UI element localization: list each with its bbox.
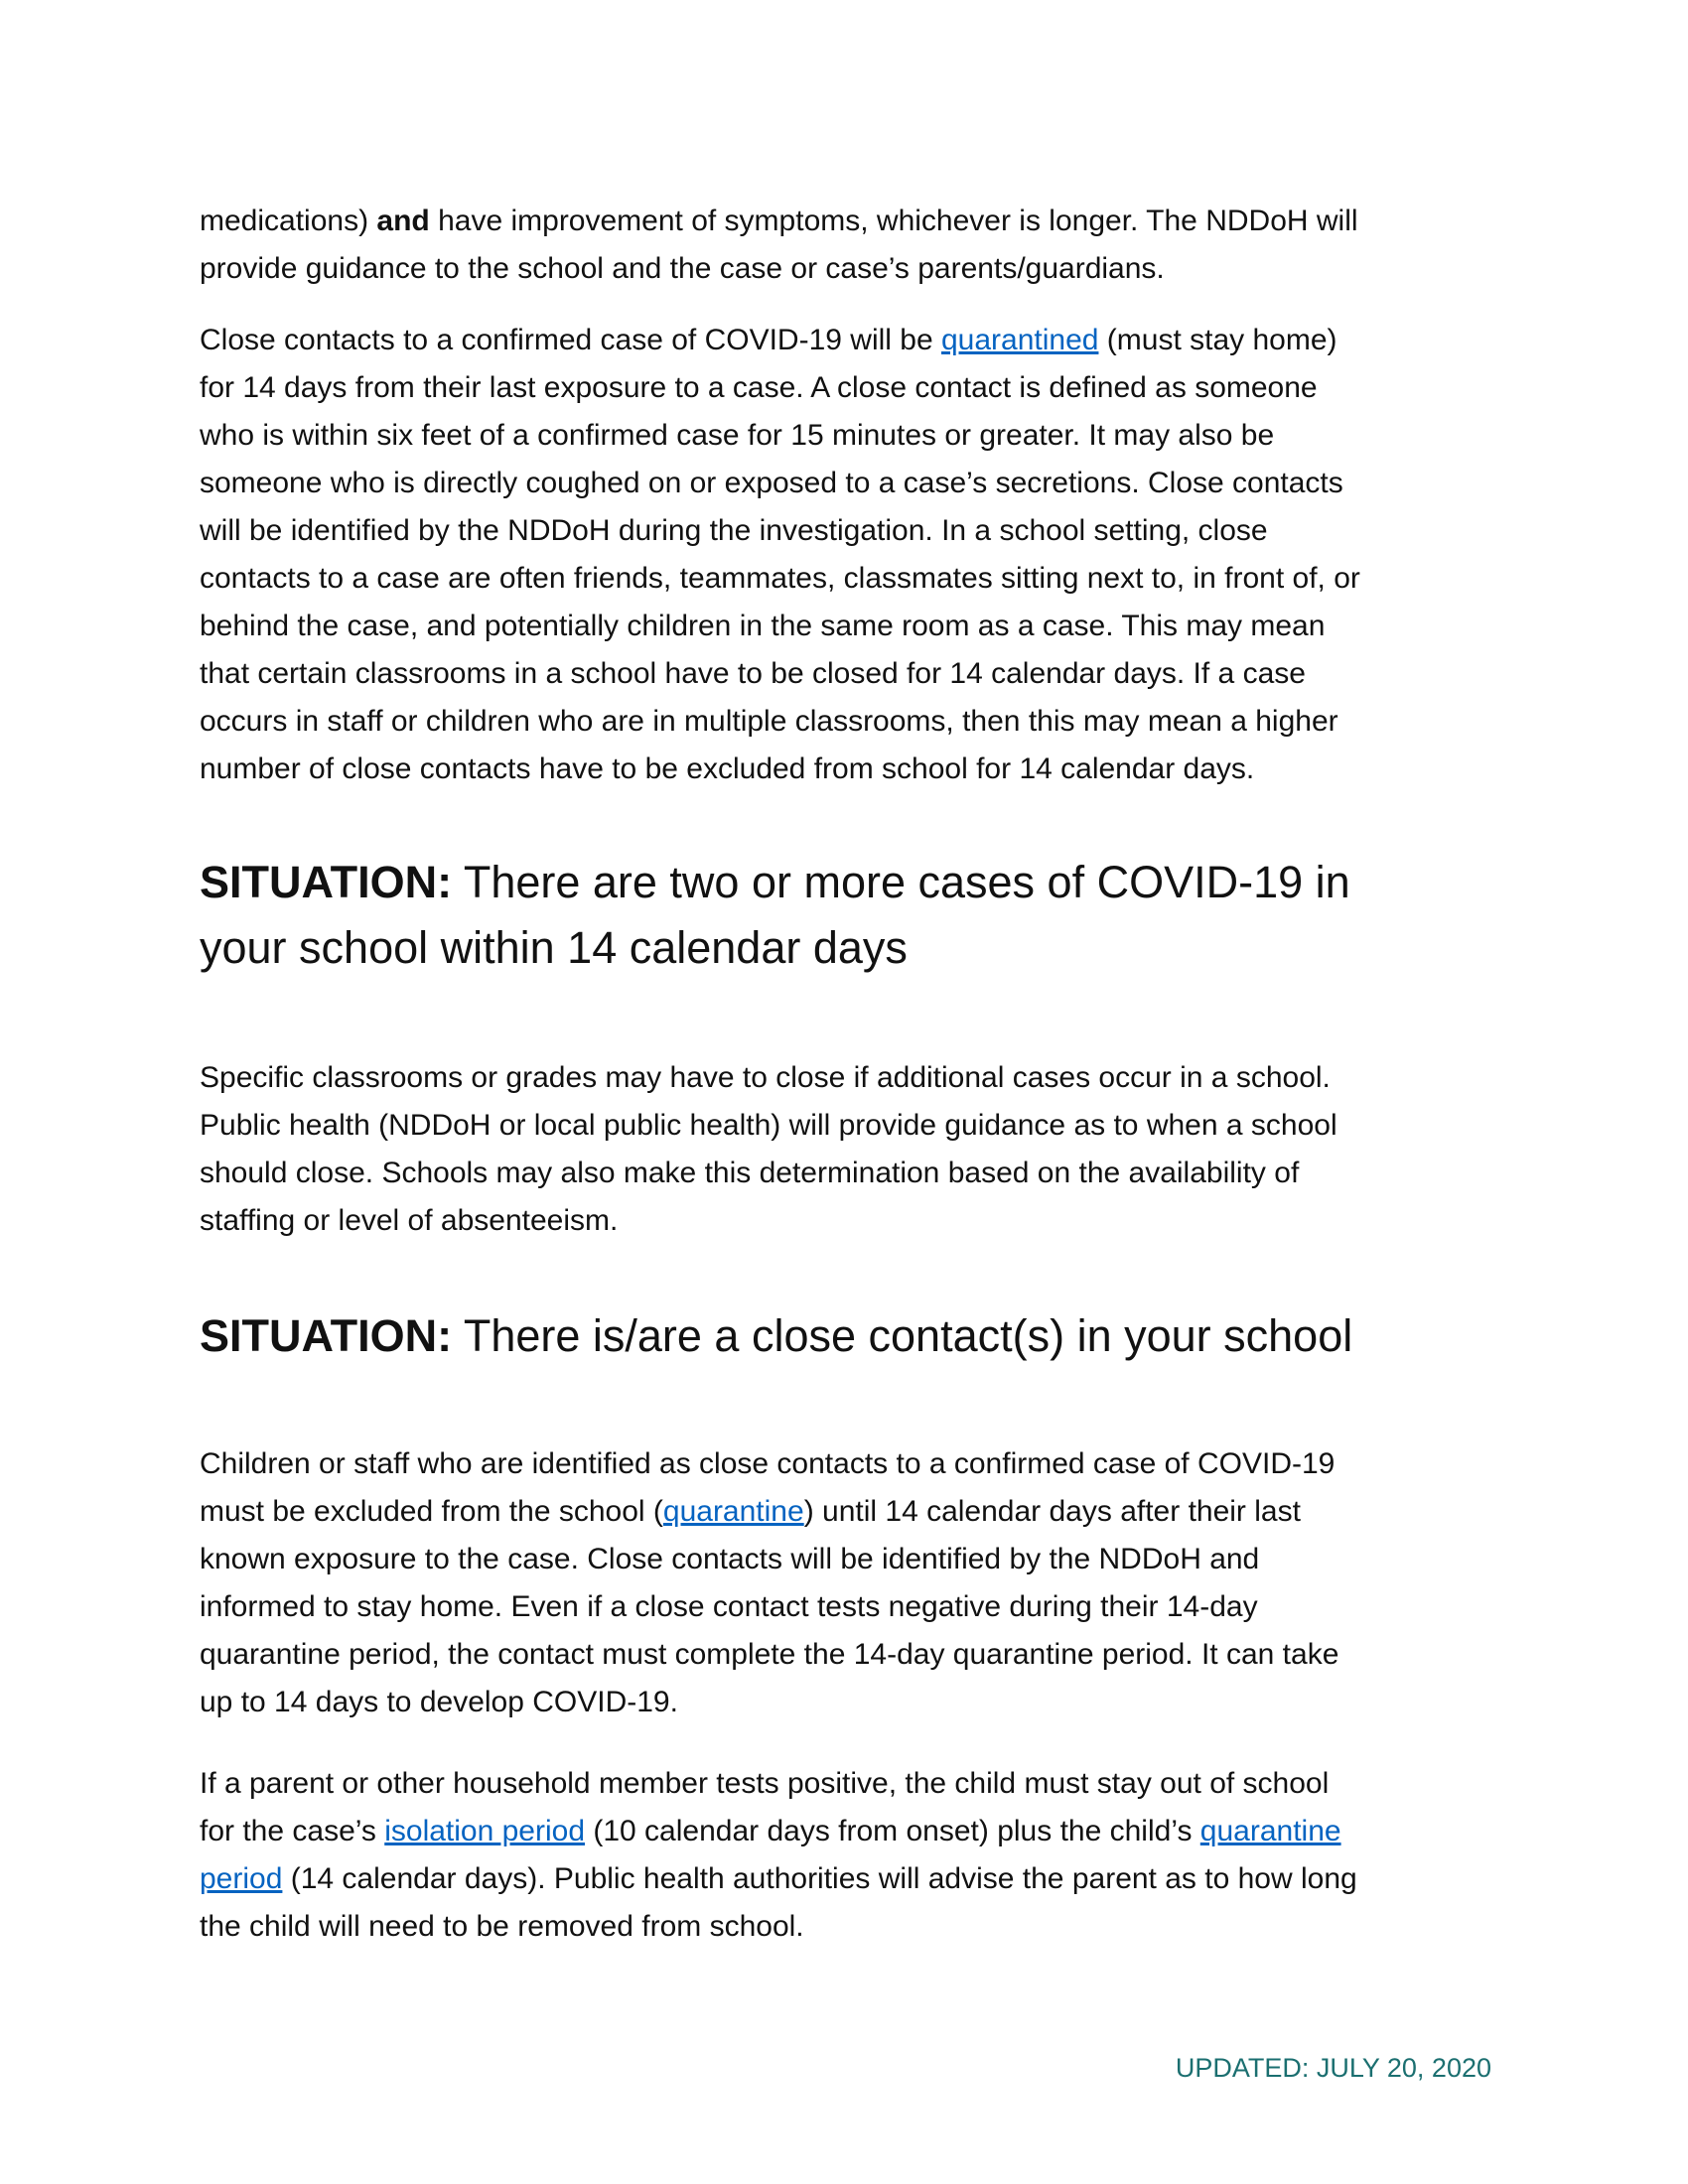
text-segment: medications) — [200, 205, 377, 237]
text-line — [200, 1903, 1500, 1951]
heading-text: your school within 14 calendar days — [200, 922, 908, 973]
text-segment: contacts to a case are often friends, teammates, classmates sitting next to, in front of, or — [200, 562, 1360, 595]
text-line — [200, 1855, 1500, 1903]
text-line — [200, 1102, 1500, 1150]
text-segment: up to 14 days to develop COVID-19. — [200, 1686, 678, 1718]
paragraph-close-contacts — [200, 317, 1500, 793]
text-segment: If a parent or other household member tests positive, the child must stay out of school — [200, 1767, 1330, 1800]
text-segment: will be identified by the NDDoH during the investigation. In a school setting, close — [200, 514, 1268, 547]
text-segment: quarantine period, the contact must complete the 14-day quarantine period. It can take — [200, 1638, 1339, 1671]
text-segment: Close contacts to a confirmed case of COVID-19 will be — [200, 324, 941, 356]
text-segment: (must stay home) — [1098, 324, 1337, 356]
text-segment: should close. Schools may also make this determination based on the availability of — [200, 1157, 1300, 1189]
text-segment: number of close contacts have to be excluded from school for 14 calendar days. — [200, 752, 1255, 785]
link-quarantined[interactable]: quarantined — [940, 324, 1099, 356]
text-segment: staffing or level of absenteeism. — [200, 1204, 619, 1237]
text-line — [200, 460, 1500, 507]
text-line — [200, 1488, 1500, 1536]
text-line — [200, 1440, 1500, 1488]
text-line — [200, 1760, 1500, 1808]
link-quarantine[interactable]: quarantine — [1199, 1815, 1341, 1847]
text-line — [200, 746, 1500, 793]
paragraph-household-member — [200, 1760, 1500, 1951]
link-period[interactable]: period — [200, 1862, 283, 1895]
text-line — [200, 650, 1500, 698]
text-line — [200, 555, 1500, 603]
text-segment: occurs in staff or children who are in multiple classrooms, then this may mean a higher — [200, 705, 1338, 738]
text-line — [200, 245, 1500, 293]
heading-text: There is/are a close contact(s) in your school — [452, 1310, 1353, 1361]
bold-text: and — [376, 205, 430, 237]
situation-label: SITUATION: — [200, 857, 453, 907]
text-line — [200, 1631, 1500, 1679]
link-quarantine[interactable]: quarantine — [662, 1495, 804, 1528]
text-segment: for 14 days from their last exposure to a case. A close contact is defined as someone — [200, 371, 1318, 404]
updated-date: UPDATED: JULY 20, 2020 — [1175, 2053, 1491, 2083]
paragraph-isolation-end — [200, 198, 1500, 293]
text-line — [200, 1536, 1500, 1583]
text-segment: ) until 14 calendar days after their last — [803, 1495, 1301, 1528]
text-segment: (10 calendar days from onset) plus the child’s — [585, 1815, 1200, 1847]
text-line — [200, 507, 1500, 555]
text-segment: someone who is directly coughed on or exposed to a case’s secretions. Close contacts — [200, 467, 1343, 499]
text-segment: for the case’s — [200, 1815, 385, 1847]
text-line — [200, 1054, 1500, 1102]
text-line — [200, 364, 1500, 412]
text-segment: behind the case, and potentially children in the same room as a case. This may mean — [200, 610, 1326, 642]
text-line — [200, 317, 1500, 364]
text-segment: (14 calendar days). Public health authorities will advise the parent as to how long — [282, 1862, 1357, 1895]
text-segment: Specific classrooms or grades may have to close if additional cases occur in a school. — [200, 1061, 1331, 1094]
text-line — [200, 198, 1500, 245]
text-segment: Children or staff who are identified as close contacts to a confirmed case of COVID-19 — [200, 1447, 1336, 1480]
text-line — [200, 603, 1500, 650]
situation-heading-close-contact — [200, 1303, 1510, 1369]
text-line — [200, 1679, 1500, 1726]
text-line — [200, 1808, 1500, 1855]
text-segment: must be excluded from the school ( — [200, 1495, 663, 1528]
text-segment: that certain classrooms in a school have to be closed for 14 calendar days. If a case — [200, 657, 1306, 690]
text-segment: provide guidance to the school and the case or case’s parents/guardians. — [200, 252, 1165, 285]
text-segment: Public health (NDDoH or local public health) will provide guidance as to when a school — [200, 1109, 1337, 1142]
text-segment: who is within six feet of a confirmed case for 15 minutes or greater. It may also be — [200, 419, 1275, 452]
paragraph-classroom-closure — [200, 1054, 1500, 1245]
situation-label: SITUATION: — [200, 1310, 453, 1361]
heading-text: There are two or more cases of COVID-19 in — [452, 857, 1350, 907]
text-segment: informed to stay home. Even if a close contact tests negative during their 14-day — [200, 1590, 1258, 1623]
paragraph-exclusion — [200, 1440, 1500, 1726]
situation-heading-multiple-cases — [200, 850, 1510, 981]
text-line — [200, 412, 1500, 460]
text-line — [200, 1583, 1500, 1631]
text-segment: have improvement of symptoms, whichever is longer. The NDDoH will — [429, 205, 1358, 237]
text-line — [200, 698, 1500, 746]
text-segment: the child will need to be removed from school. — [200, 1910, 804, 1943]
link-isolation-period[interactable]: isolation period — [384, 1815, 586, 1847]
text-segment: known exposure to the case. Close contacts will be identified by the NDDoH and — [200, 1543, 1260, 1575]
text-line — [200, 1150, 1500, 1197]
text-line — [200, 1197, 1500, 1245]
